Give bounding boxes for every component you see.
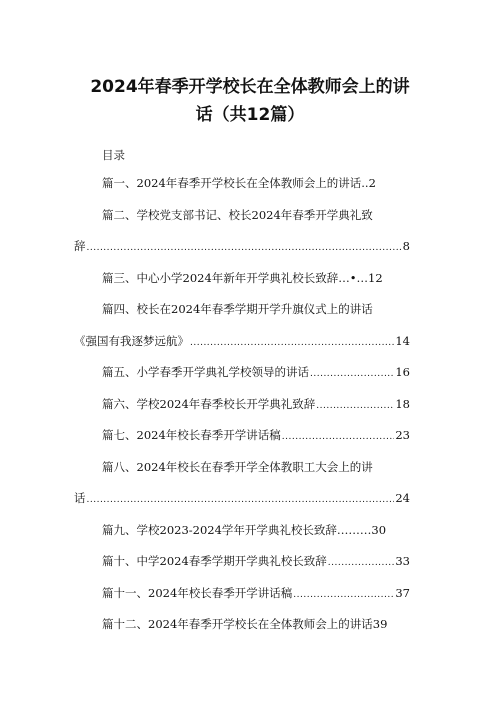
toc-entry-1[interactable]: [102, 175, 410, 192]
toc-leader-dots: [282, 429, 395, 446]
toc-entry-title: 篇六、学校2024年春季校长开学典礼致辞: [102, 397, 316, 411]
toc-entry-title: 篇十、中学2024春季学期开学典礼校长致辞: [102, 554, 327, 568]
toc-entry-7[interactable]: [102, 427, 410, 444]
toc-page-number: 14: [395, 334, 410, 348]
toc-leader-dots: [328, 555, 395, 572]
toc-entry-title-continuation: 话: [74, 491, 86, 505]
toc-entry-title: 篇四、校长在2024年春季学期开学升旗仪式上的讲话: [102, 302, 373, 316]
toc-entry-2[interactable]: [102, 207, 410, 224]
toc-entry-12[interactable]: [102, 616, 410, 633]
toc-entry-9[interactable]: [102, 522, 410, 539]
toc-entry-4[interactable]: [102, 301, 410, 318]
toc-entry-title: 篇五、小学春季开学典礼学校领导的讲话: [102, 365, 309, 379]
toc-entry-11[interactable]: [102, 585, 410, 602]
toc-entry-title: 篇二、学校党支部书记、校长2024年春季开学典礼致: [102, 208, 373, 222]
toc-leader-dots: [293, 587, 394, 604]
toc-leader-dots: [310, 366, 394, 383]
toc-entry-title-continuation: 辞: [74, 239, 86, 253]
toc-page-number: 24: [395, 491, 410, 505]
toc-entry-2-continued[interactable]: [74, 238, 410, 255]
toc-page-number: 33: [395, 554, 410, 568]
toc-entry-title: 篇八、2024年校长在春季开学全体教职工大会上的讲: [102, 460, 373, 474]
toc-heading: 目录: [102, 148, 125, 162]
toc-entry-6[interactable]: [102, 396, 410, 413]
toc-entry-8[interactable]: [102, 459, 410, 476]
toc-entry-10[interactable]: [102, 553, 410, 570]
toc-entry-title-continuation: 《强国有我逐梦远航》: [74, 334, 189, 348]
toc-page-number: 8: [402, 239, 410, 253]
toc-entry-title: 篇一、2024年春季开学校长在全体教师会上的讲话..2: [102, 176, 376, 190]
toc-entry-4-continued[interactable]: [74, 333, 410, 350]
toc-page-number: 23: [395, 428, 410, 442]
toc-leader-dots: [87, 240, 402, 257]
toc-leader-dots: [190, 335, 394, 352]
toc-entry-title: 篇十一、2024年校长春季开学讲话稿: [102, 586, 293, 600]
toc-entry-5[interactable]: [102, 364, 410, 381]
toc-leader-dots: [87, 492, 395, 509]
toc-page-number: 16: [395, 365, 410, 379]
document-title-line-1: 2024年春季开学校长在全体教师会上的讲: [90, 77, 410, 97]
toc-entry-8-continued[interactable]: [74, 490, 410, 507]
toc-leader-dots: [316, 398, 394, 415]
toc-entry-title: 篇三、中心小学2024年新年开学典礼校长致辞…•…12: [102, 271, 383, 285]
toc-entry-title: 篇九、学校2023-2024学年开学典礼校长致辞………30: [102, 523, 387, 537]
toc-entry-title: 篇十二、2024年春季开学校长在全体教师会上的讲话39: [102, 617, 388, 631]
toc-entry-title: 篇七、2024年校长春季开学讲话稿: [102, 428, 281, 442]
toc-page-number: 37: [395, 586, 410, 600]
toc-entry-3[interactable]: [102, 270, 410, 287]
document-title-line-2: 话（共12篇）: [195, 105, 305, 125]
toc-page-number: 18: [395, 397, 410, 411]
